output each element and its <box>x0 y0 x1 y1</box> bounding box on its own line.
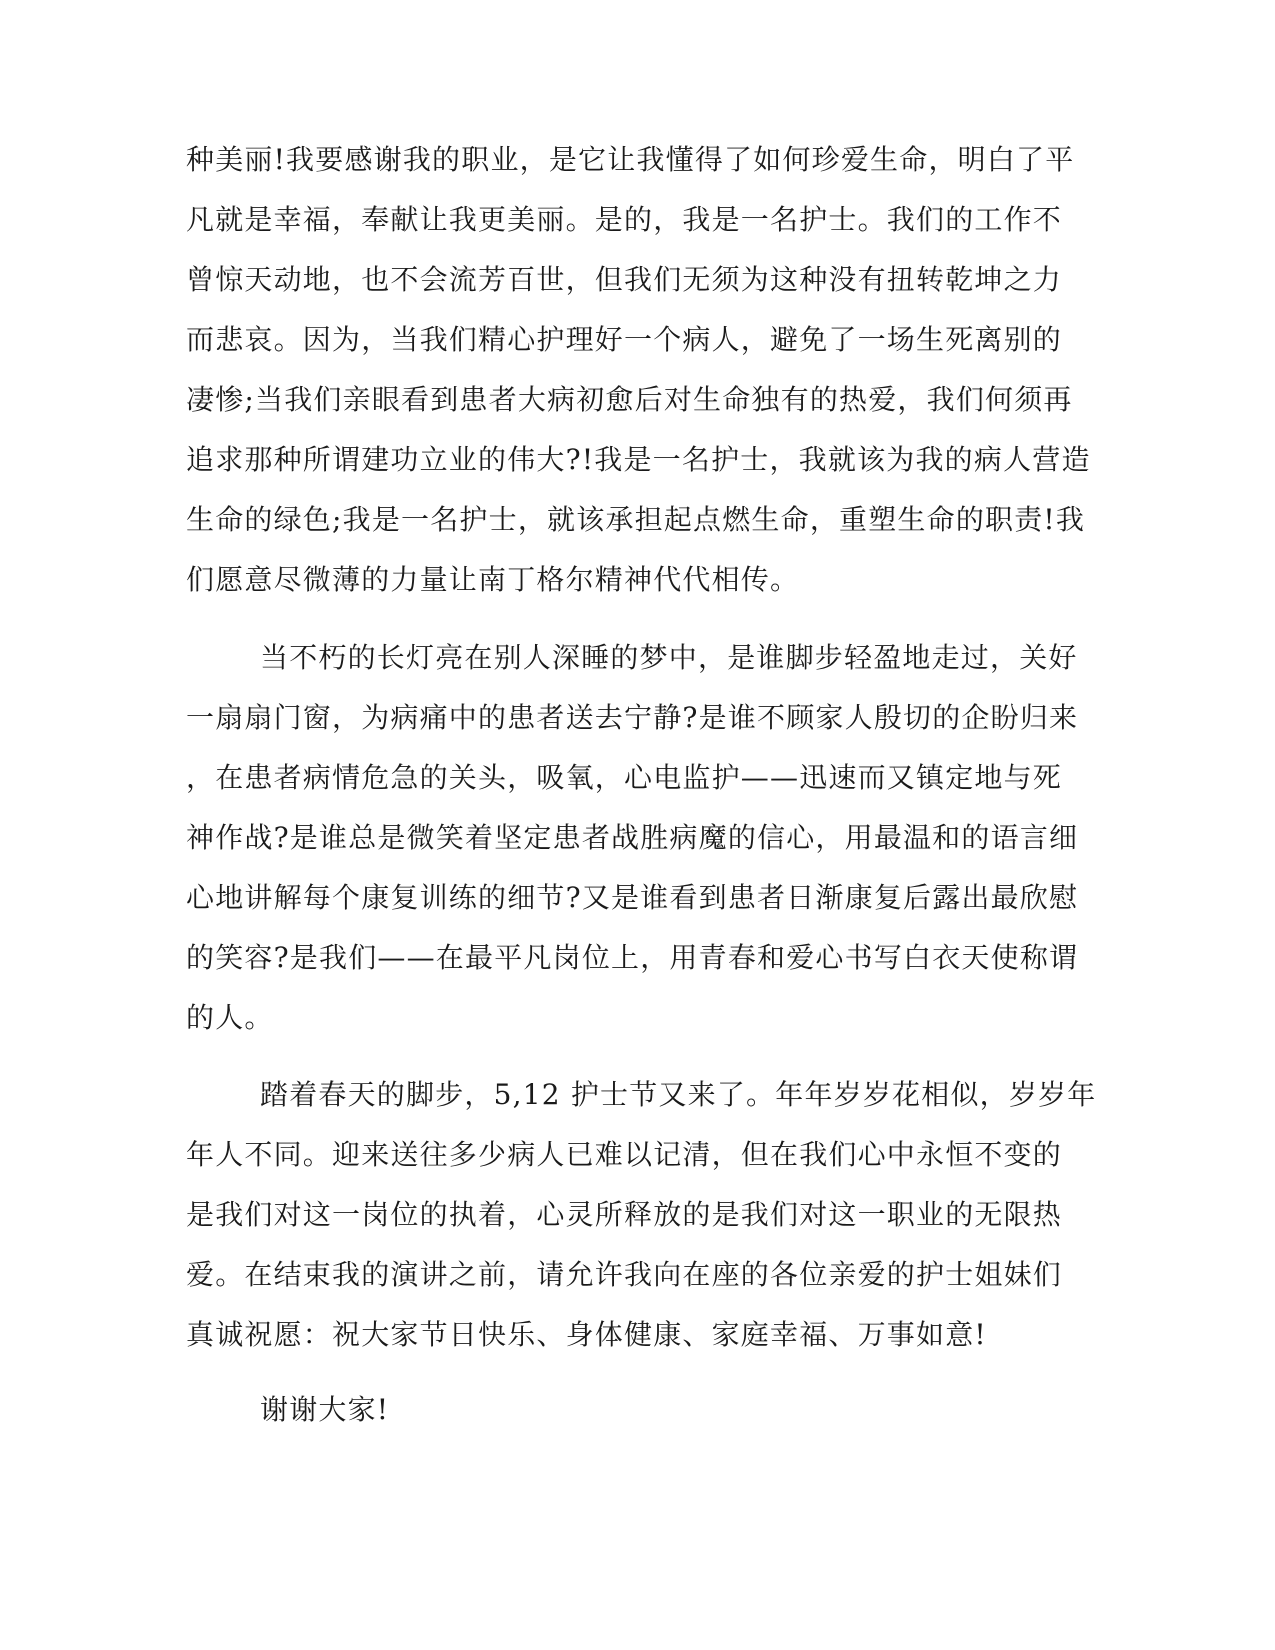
text-line: 而悲哀。因为，当我们精心护理好一个病人，避免了一场生死离别的 <box>186 323 1063 356</box>
paragraph-first-line: 当不朽的长灯亮在别人深睡的梦中，是谁脚步轻盈地走过，关好 <box>260 641 1078 674</box>
text-line: 们愿意尽微薄的力量让南丁格尔精神代代相传。 <box>186 563 800 596</box>
text-line: 爱。在结束我的演讲之前，请允许我向在座的各位亲爱的护士姐妹们 <box>186 1258 1063 1291</box>
text-line: 真诚祝愿：祝大家节日快乐、身体健康、家庭幸福、万事如意! <box>186 1318 987 1351</box>
text-line: 生命的绿色;我是一名护士，就该承担起点燃生命，重塑生命的职责!我 <box>186 503 1086 536</box>
text-line: 凡就是幸福，奉献让我更美丽。是的，我是一名护士。我们的工作不 <box>186 203 1063 236</box>
text-line: 心地讲解每个康复训练的细节?又是谁看到患者日渐康复后露出最欣慰 <box>186 881 1079 914</box>
text-line: 是我们对这一岗位的执着，心灵所释放的是我们对这一职业的无限热 <box>186 1198 1063 1231</box>
text-line: ，在患者病情危急的关头，吸氧，心电监护——迅速而又镇定地与死 <box>186 761 1063 794</box>
closing-line: 谢谢大家! <box>260 1393 390 1426</box>
text-line: 追求那种所谓建功立业的伟大?!我是一名护士，我就该为我的病人营造 <box>186 443 1091 476</box>
text-line: 的人。 <box>186 1001 274 1034</box>
text-line: 种美丽!我要感谢我的职业，是它让我懂得了如何珍爱生命，明白了平 <box>186 143 1075 176</box>
text-line: 一扇扇门窗，为病痛中的患者送去宁静?是谁不顾家人殷切的企盼归来 <box>186 701 1079 734</box>
text-line: 神作战?是谁总是微笑着坚定患者战胜病魔的信心，用最温和的语言细 <box>186 821 1079 854</box>
text-line: 曾惊天动地，也不会流芳百世，但我们无须为这种没有扭转乾坤之力 <box>186 263 1063 296</box>
text-line: 凄惨;当我们亲眼看到患者大病初愈后对生命独有的热爱，我们何须再 <box>186 383 1073 416</box>
paragraph-first-line: 踏着春天的脚步，5,12 护士节又来了。年年岁岁花相似，岁岁年 <box>260 1078 1097 1111</box>
text-line: 年人不同。迎来送往多少病人已难以记清，但在我们心中永恒不变的 <box>186 1138 1063 1171</box>
text-line: 的笑容?是我们——在最平凡岗位上，用青春和爱心书写白衣天使称谓 <box>186 941 1079 974</box>
